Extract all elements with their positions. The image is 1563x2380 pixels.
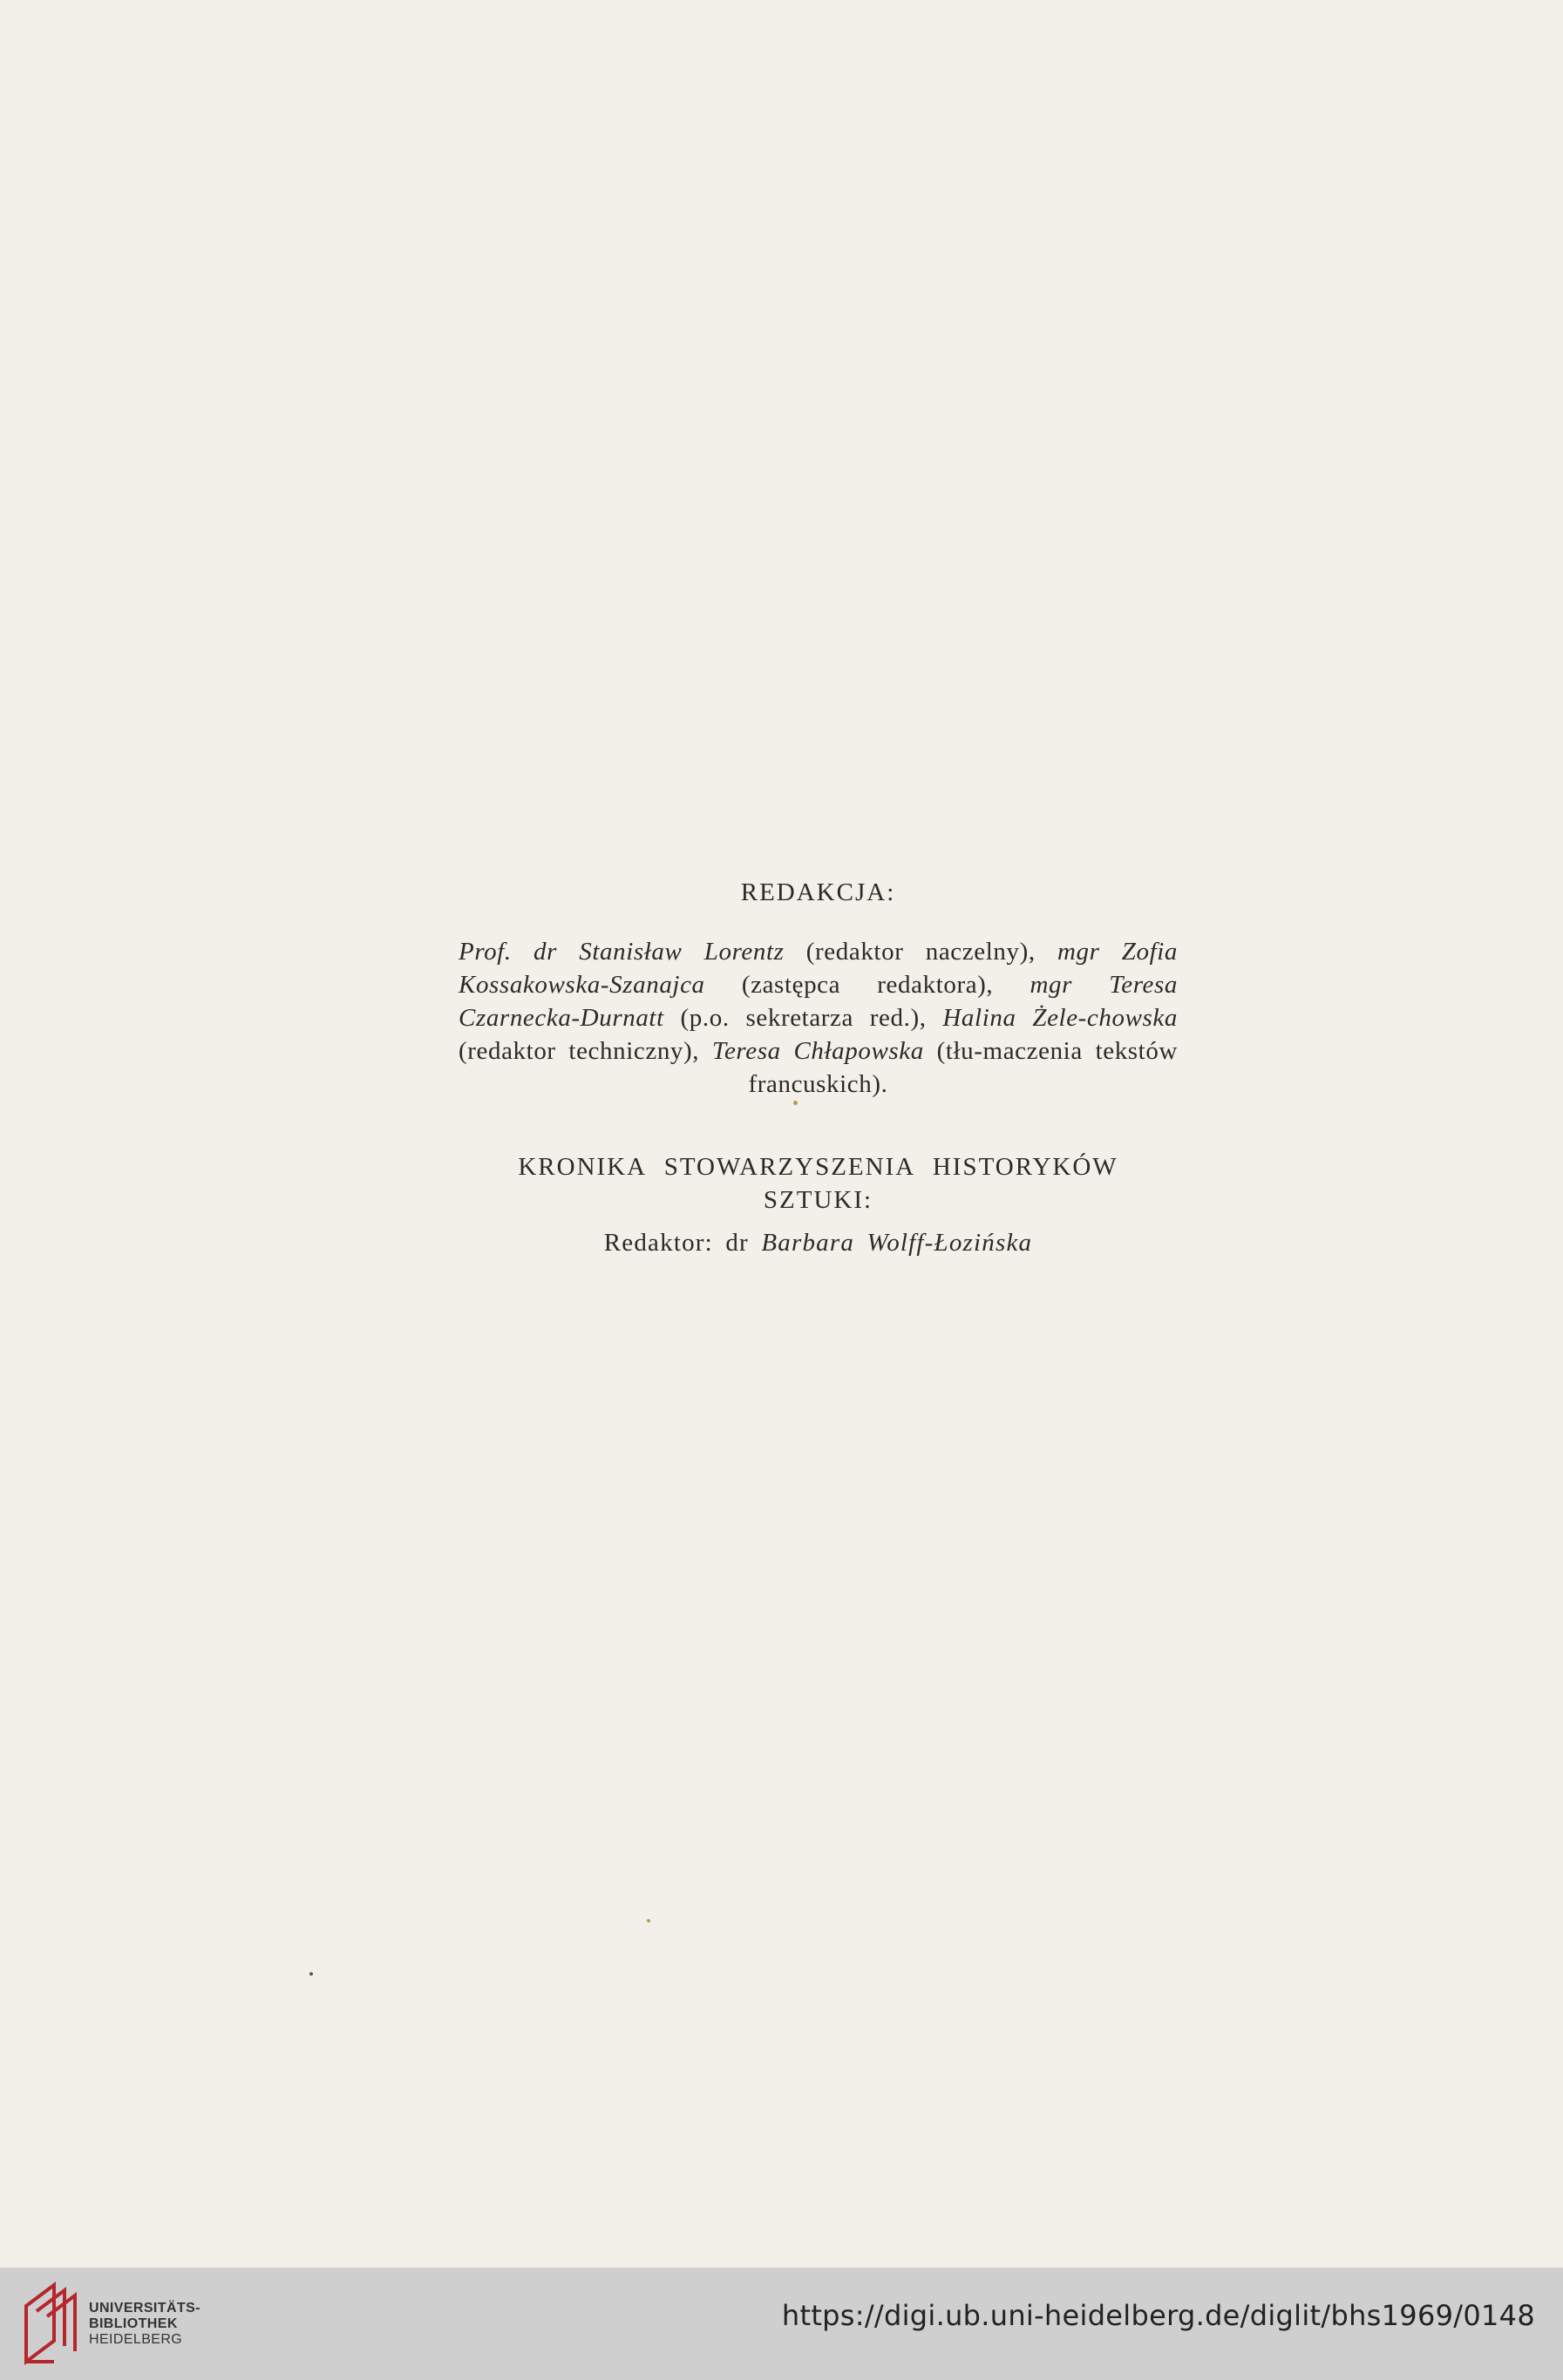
deputy-editor-role: (zastępca redaktora), <box>704 971 1030 999</box>
editor-in-chief-name: Prof. dr Stanisław Lorentz <box>459 938 785 966</box>
redakcja-heading: REDAKCJA: <box>740 878 896 906</box>
speck <box>793 1101 798 1105</box>
technical-editor-name: Halina Żele-chowska <box>942 1004 1179 1032</box>
technical-editor-role: (redaktor techniczny), <box>459 1037 712 1065</box>
footer-bar <box>0 2268 1563 2380</box>
kronika-heading <box>459 1150 1178 1217</box>
kronika-heading-line1: KRONIKA STOWARZYSZENIA HISTORYKÓW <box>518 1153 1118 1181</box>
kronika-heading-line2: SZTUKI: <box>763 1186 873 1214</box>
kronika-editor-line <box>459 1229 1178 1258</box>
speck <box>309 1972 313 1976</box>
secretary-role: (p.o. sekretarza red.), <box>663 1004 943 1032</box>
translator-name: Teresa Chłapowska <box>711 1037 924 1065</box>
library-logo-icon <box>19 2280 84 2367</box>
library-name-line3: HEIDELBERG <box>89 2332 183 2347</box>
translator-role: (tłu-maczenia tekstów francuskich). <box>748 1037 1178 1098</box>
permalink-url[interactable]: https://digi.ub.uni-heidelberg.de/diglit/bhs1969/0148 <box>781 2299 1535 2332</box>
kronika-editor-label: Redaktor: dr <box>603 1229 762 1257</box>
kronika-editor-name: Barbara Wolff-Łozińska <box>761 1229 1033 1257</box>
library-name-line2: BIBLIOTHEK <box>89 2316 178 2331</box>
speck <box>647 1919 650 1922</box>
library-name <box>89 2301 200 2348</box>
editorial-board-paragraph <box>459 935 1178 1101</box>
library-name-line1: UNIVERSITÄTS- <box>89 2301 200 2316</box>
editor-in-chief-role: (redaktor naczelny), <box>784 938 1057 966</box>
secretary-name: mgr Teresa Czarnecka-Durnatt <box>459 971 1178 1032</box>
deputy-editor-name: mgr Zofia Kossakowska-Szanajca <box>459 938 1178 999</box>
